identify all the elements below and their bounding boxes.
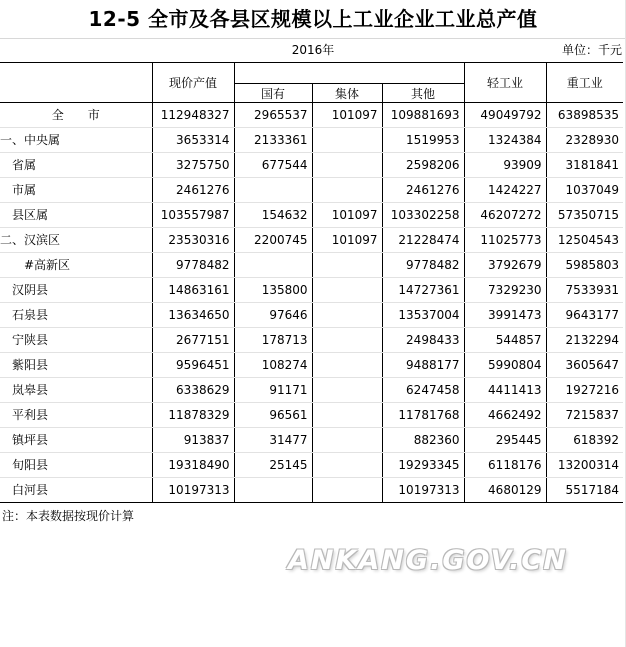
region-name: 旬阳县 [0,453,152,478]
other-value: 109881693 [382,103,464,128]
header-region [0,63,152,103]
other-value: 14727361 [382,278,464,303]
table-row [0,103,623,128]
collective-value [312,353,382,378]
current-value: 10197313 [152,478,234,503]
state-owned-value: 135800 [234,278,312,303]
region-name: #高新区 [0,253,152,278]
state-owned-value: 25145 [234,453,312,478]
heavy-industry-value: 618392 [546,428,623,453]
region-name: 市属 [0,178,152,203]
region-name: 一、中央属 [0,128,152,153]
collective-value [312,278,382,303]
heavy-industry-value: 7215837 [546,403,623,428]
table-row [0,453,623,478]
other-value: 2598206 [382,153,464,178]
table-row [0,203,623,228]
collective-value [312,378,382,403]
other-value: 9778482 [382,253,464,278]
other-value: 19293345 [382,453,464,478]
collective-value: 101097 [312,228,382,253]
light-industry-value: 93909 [464,153,546,178]
light-industry-value: 4662492 [464,403,546,428]
collective-value [312,453,382,478]
current-value: 14863161 [152,278,234,303]
table-row [0,403,623,428]
light-industry-value: 5990804 [464,353,546,378]
heavy-industry-value: 13200314 [546,453,623,478]
state-owned-value [234,253,312,278]
header-current-value: 现价产值 [152,63,234,103]
heavy-industry-value: 1927216 [546,378,623,403]
table-row [0,178,623,203]
table-row [0,153,623,178]
current-value: 13634650 [152,303,234,328]
region-name: 全 市 [0,103,152,128]
state-owned-value: 96561 [234,403,312,428]
output-value-table [0,62,623,503]
heavy-industry-value: 57350715 [546,203,623,228]
region-name: 紫阳县 [0,353,152,378]
collective-value [312,403,382,428]
subtitle-row [0,38,626,61]
state-owned-value: 2133361 [234,128,312,153]
heavy-industry-value: 9643177 [546,303,623,328]
heavy-industry-value: 2132294 [546,328,623,353]
table-row [0,378,623,403]
table-row [0,228,623,253]
page-title: 12-5 全市及各县区规模以上工业企业工业总产值 [88,7,538,31]
header-ownership-group [234,63,464,84]
state-owned-value [234,478,312,503]
state-owned-value: 31477 [234,428,312,453]
other-value: 1519953 [382,128,464,153]
collective-value [312,428,382,453]
region-name: 岚皋县 [0,378,152,403]
state-owned-value: 2965537 [234,103,312,128]
current-value: 6338629 [152,378,234,403]
region-name: 汉阴县 [0,278,152,303]
collective-value [312,153,382,178]
collective-value [312,328,382,353]
table-row [0,478,623,503]
other-value: 9488177 [382,353,464,378]
current-value: 103557987 [152,203,234,228]
site-watermark: ANKANG.GOV.CN [288,545,568,576]
table-footnote: 注：本表数据按现价计算 [2,509,135,523]
table-row [0,253,623,278]
header-row-1 [0,63,623,84]
light-industry-value: 7329230 [464,278,546,303]
table-row [0,328,623,353]
heavy-industry-value: 3605647 [546,353,623,378]
current-value: 9778482 [152,253,234,278]
light-industry-value: 295445 [464,428,546,453]
collective-value [312,253,382,278]
state-owned-value: 677544 [234,153,312,178]
state-owned-value: 97646 [234,303,312,328]
other-value: 21228474 [382,228,464,253]
region-name: 二、汉滨区 [0,228,152,253]
light-industry-value: 49049792 [464,103,546,128]
heavy-industry-value: 12504543 [546,228,623,253]
light-industry-value: 1324384 [464,128,546,153]
other-value: 2461276 [382,178,464,203]
light-industry-value: 4411413 [464,378,546,403]
state-owned-value: 154632 [234,203,312,228]
header-heavy-industry: 重工业 [546,63,623,103]
header-state-owned: 国有 [234,84,312,103]
current-value: 3275750 [152,153,234,178]
current-value: 2677151 [152,328,234,353]
heavy-industry-value: 63898535 [546,103,623,128]
state-owned-value: 91171 [234,378,312,403]
table-row [0,428,623,453]
collective-value: 101097 [312,203,382,228]
other-value: 103302258 [382,203,464,228]
region-name: 平利县 [0,403,152,428]
other-value: 10197313 [382,478,464,503]
region-name: 镇坪县 [0,428,152,453]
current-value: 913837 [152,428,234,453]
current-value: 11878329 [152,403,234,428]
light-industry-value: 4680129 [464,478,546,503]
other-value: 6247458 [382,378,464,403]
region-name: 白河县 [0,478,152,503]
state-owned-value: 108274 [234,353,312,378]
table-row [0,128,623,153]
collective-value: 101097 [312,103,382,128]
light-industry-value: 544857 [464,328,546,353]
region-name: 宁陕县 [0,328,152,353]
current-value: 23530316 [152,228,234,253]
heavy-industry-value: 1037049 [546,178,623,203]
table-row [0,278,623,303]
state-owned-value: 178713 [234,328,312,353]
collective-value [312,128,382,153]
year-label: 2016年 [291,43,335,57]
region-name: 县区属 [0,203,152,228]
header-light-industry: 轻工业 [464,63,546,103]
state-owned-value: 2200745 [234,228,312,253]
header-collective: 集体 [312,84,382,103]
collective-value [312,178,382,203]
table-row [0,303,623,328]
state-owned-value [234,178,312,203]
unit-label: 单位：千元 [561,43,622,57]
heavy-industry-value: 7533931 [546,278,623,303]
current-value: 112948327 [152,103,234,128]
collective-value [312,303,382,328]
other-value: 2498433 [382,328,464,353]
light-industry-value: 3991473 [464,303,546,328]
other-value: 882360 [382,428,464,453]
light-industry-value: 46207272 [464,203,546,228]
heavy-industry-value: 5985803 [546,253,623,278]
light-industry-value: 11025773 [464,228,546,253]
header-other: 其他 [382,84,464,103]
other-value: 11781768 [382,403,464,428]
heavy-industry-value: 2328930 [546,128,623,153]
light-industry-value: 1424227 [464,178,546,203]
other-value: 13537004 [382,303,464,328]
heavy-industry-value: 5517184 [546,478,623,503]
light-industry-value: 6118176 [464,453,546,478]
region-name: 石泉县 [0,303,152,328]
heavy-industry-value: 3181841 [546,153,623,178]
collective-value [312,478,382,503]
current-value: 3653314 [152,128,234,153]
current-value: 9596451 [152,353,234,378]
current-value: 19318490 [152,453,234,478]
current-value: 2461276 [152,178,234,203]
region-name: 省属 [0,153,152,178]
light-industry-value: 3792679 [464,253,546,278]
table-row [0,353,623,378]
